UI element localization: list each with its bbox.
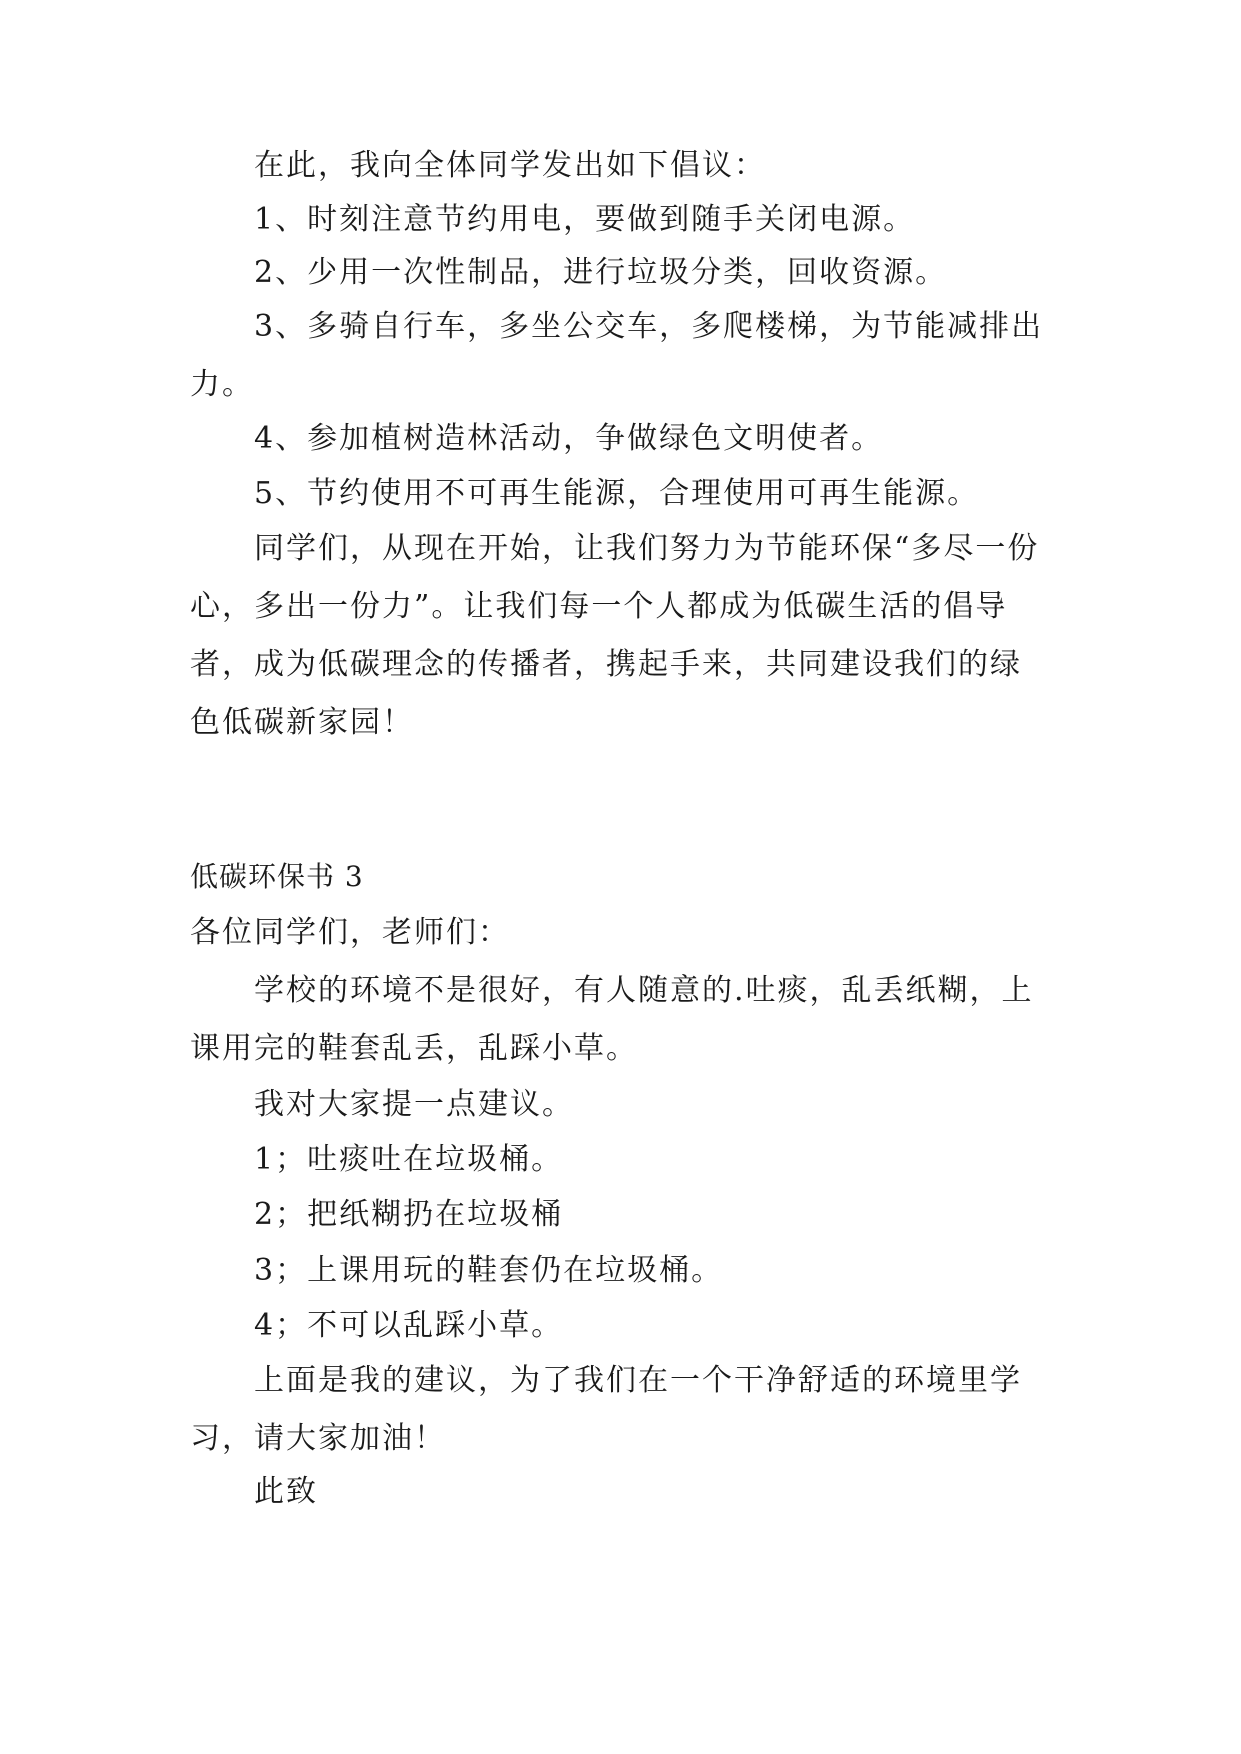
sign-off: 此致: [254, 1474, 318, 1509]
initiative-item-5: 5、节约使用不可再生能源，合理使用可再生能源。: [254, 476, 980, 511]
suggestion-item-3: 3；上课用玩的鞋套仍在垃圾桶。: [254, 1253, 724, 1288]
suggestion-item-1: 1；吐痰吐在垃圾桶。: [254, 1142, 564, 1177]
initiative-item-4: 4、参加植树造林活动，争做绿色文明使者。: [254, 421, 884, 456]
suggestion-intro: 我对大家提一点建议。: [254, 1087, 574, 1122]
body-paragraph: 学校的环境不是很好，有人随意的.吐痰，乱丢纸糊，上课用完的鞋套乱丢，乱踩小草。: [190, 973, 1034, 1066]
initiative-item-1: 1、时刻注意节约用电，要做到随手关闭电源。: [254, 202, 916, 237]
suggestion-item-4: 4；不可以乱踩小草。: [254, 1308, 564, 1343]
initiative-item-3: 3、多骑自行车，多坐公交车，多爬楼梯，为节能减排出力。: [190, 309, 1044, 402]
suggestion-item-2: 2；把纸糊扔在垃圾桶: [254, 1197, 564, 1232]
section-heading: 低碳环保书 3: [190, 860, 364, 893]
intro-paragraph: 在此，我向全体同学发出如下倡议：: [254, 148, 766, 183]
closing-paragraph: 同学们，从现在开始，让我们努力为节能环保“多尽一份心，多出一份力”。让我们每一个人都成为低碳生活的倡导者，成为低碳理念的传播者，携起手来，共同建设我们的绿色低碳新家园！: [190, 531, 1040, 740]
initiative-item-2: 2、少用一次性制品，进行垃圾分类，回收资源。: [254, 255, 948, 290]
salutation: 各位同学们，老师们：: [190, 915, 510, 950]
closing-suggestion-paragraph: 上面是我的建议，为了我们在一个干净舒适的环境里学习，请大家加油！: [190, 1363, 1022, 1456]
